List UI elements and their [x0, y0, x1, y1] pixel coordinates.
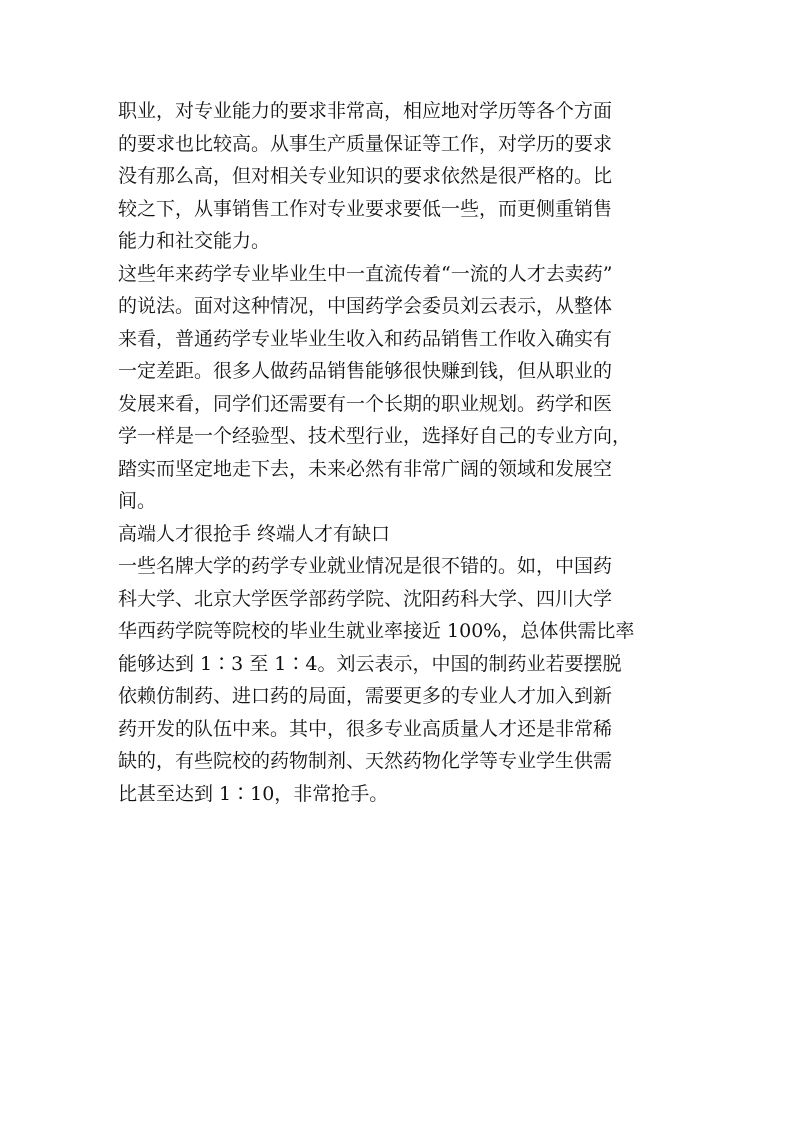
paragraph-1 [118, 95, 680, 258]
text-line: 依赖仿制药、进口药的局面，需要更多的专业人才加入到新 [118, 685, 613, 707]
text-line: 的说法。面对这种情况，中国药学会委员刘云表示，从整体 [118, 295, 613, 317]
text-line: 学一样是一个经验型、技术型行业，选择好自己的专业方向， [118, 425, 632, 447]
text-line: 来看，普通药学专业毕业生收入和药品销售工作收入确实有 [118, 327, 613, 350]
text-line: 间。 [118, 490, 157, 512]
heading-line: 高端人才很抢手 终端人才有缺口 [118, 522, 391, 545]
text-line: 科大学、北京大学医学部药学院、沈阳药科大学、四川大学 [118, 587, 613, 610]
text-line: 药开发的队伍中来。其中，很多专业高质量人才还是非常稀 [118, 717, 613, 740]
text-line: 职业，对专业能力的要求非常高，相应地对学历等各个方面 [118, 100, 613, 122]
text-line: 发展来看，同学们还需要有一个长期的职业规划。药学和医 [118, 392, 613, 415]
text-line: 较之下，从事销售工作对专业要求要低一些，而更侧重销售 [118, 197, 613, 220]
text-line: 能力和社交能力。 [118, 230, 271, 252]
text-line: 比甚至达到 1∶10，非常抢手。 [118, 782, 389, 805]
text-line: 缺的，有些院校的药物制剂、天然药物化学等专业学生供需 [118, 750, 613, 772]
text-line: 的要求也比较高。从事生产质量保证等工作，对学历的要求 [118, 132, 613, 155]
text-line: 华西药学院等院校的毕业生就业率接近 100%，总体供需比率 [118, 620, 635, 642]
text-line: 能够达到 1∶3 至 1∶4。刘云表示，中国的制药业若要摆脱 [118, 652, 622, 675]
text-line: 这些年来药学专业毕业生中一直流传着“一流的人才去卖药” [118, 262, 613, 285]
paragraph-2 [118, 258, 680, 518]
text-line: 一些名牌大学的药学专业就业情况是很不错的。如，中国药 [118, 555, 613, 577]
section-heading [118, 518, 680, 551]
document-page [118, 95, 680, 810]
text-line: 没有那么高，但对相关专业知识的要求依然是很严格的。比 [118, 165, 613, 187]
text-line: 一定差距。很多人做药品销售能够很快赚到钱，但从职业的 [118, 360, 613, 382]
paragraph-3 [118, 550, 680, 810]
text-line: 踏实而坚定地走下去，未来必然有非常广阔的领域和发展空 [118, 457, 613, 480]
